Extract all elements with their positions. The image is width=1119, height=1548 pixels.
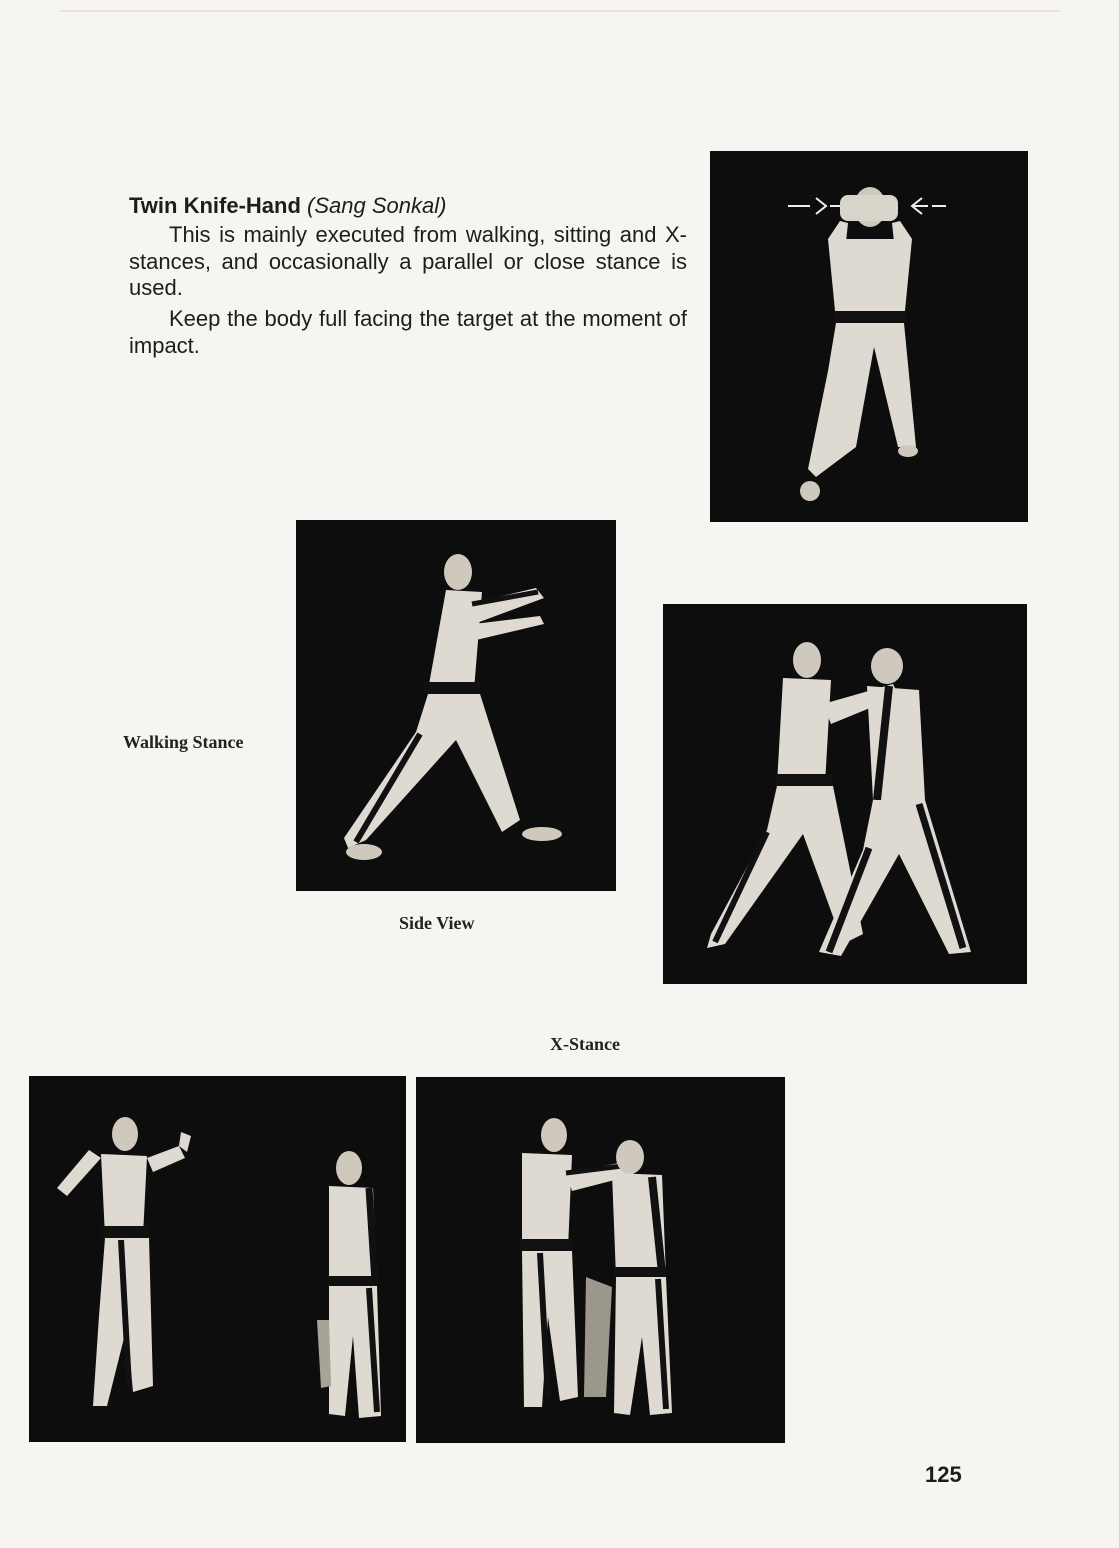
body-paragraph-2: Keep the body full facing the target at the moment of impact. [129,306,687,358]
caption-side-view: Side View [399,913,475,933]
photo-side-view-figure [296,520,616,891]
photo-x-stance-application-figures [663,604,1027,984]
photo-sequence-2 [416,1077,785,1443]
section-title [129,193,446,219]
caption-x-stance: X-Stance [550,1034,620,1054]
photo-x-stance-application [663,604,1027,984]
section-title-main: Twin Knife-Hand [129,193,301,218]
scan-edge-line [60,10,1060,12]
body-paragraph-1: This is mainly executed from walking, sitting and X-stances, and occasionally a parallel or close stance is used. [129,222,687,300]
photo-sequence-1 [29,1076,406,1442]
page-number: 125 [925,1462,962,1487]
photo-sequence-1-figures [29,1076,406,1442]
section-title-native: (Sang Sonkal) [307,193,447,218]
caption-walking-stance: Walking Stance [123,732,244,752]
photo-front-view-figure [710,151,1028,522]
photo-side-view [296,520,616,891]
photo-sequence-2-figures [416,1077,785,1443]
photo-front-view [710,151,1028,522]
